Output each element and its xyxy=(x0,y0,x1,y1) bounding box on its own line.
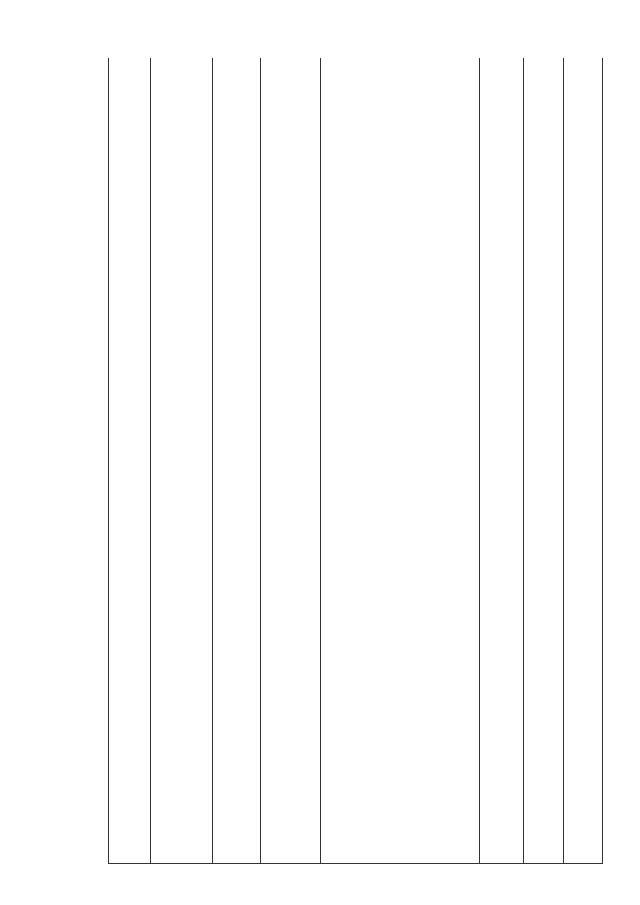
table-rows xyxy=(320,58,603,864)
course-table xyxy=(108,58,603,864)
column-divider xyxy=(260,58,261,864)
column-divider xyxy=(212,58,213,864)
table-border-left xyxy=(108,58,109,864)
column-divider xyxy=(150,58,151,864)
